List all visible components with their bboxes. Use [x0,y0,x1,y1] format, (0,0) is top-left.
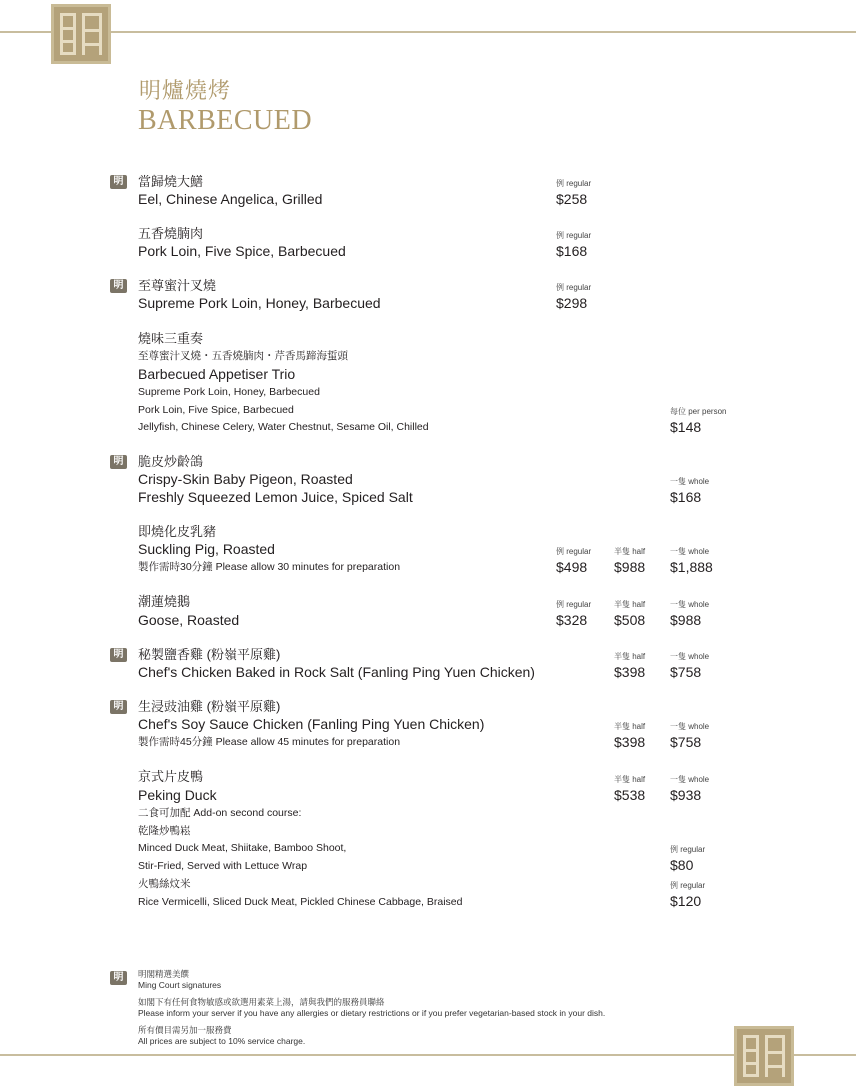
item-trio-line2: Pork Loin, Five Spice, Barbecued [138,404,294,416]
price: $398 [614,734,646,750]
signature-badge: 明 [110,648,127,662]
price: $148 [670,419,702,435]
ming-court-logo-top [51,4,111,64]
item-trio-zh: 燒味三重奏 [138,331,204,346]
item-trio-line1: Supreme Pork Loin, Honey, Barbecued [138,386,320,398]
item-peking-duck-opt1-en: Minced Duck Meat, Shiitake, Bamboo Shoot, [138,842,347,854]
item-trio-zh-sub: 至尊蜜汁叉燒・五香燒腩肉・芹香馬蹄海蜇頭 [138,350,348,362]
price: $328 [556,612,588,628]
signature-badge: 明 [110,175,127,189]
price: $508 [614,612,646,628]
item-peking-duck-zh: 京式片皮鴨 [138,769,204,784]
price: $498 [556,559,588,575]
price-label: 一隻 whole [670,600,710,609]
item-soy-chicken-en: Chef's Soy Sauce Chicken (Fanling Ping Yuen Chicken) [138,716,485,732]
price-label: 一隻 whole [670,477,710,486]
price-label: 例 regular [556,231,592,240]
price-label: 例 regular [556,283,592,292]
signature-badge-legend: 明 [110,971,127,985]
item-suckling-note: 製作需時30分鐘 Please allow 30 minutes for preparation [138,561,401,573]
price-label: 例 regular [556,547,592,556]
price: $168 [556,243,588,259]
footer-allergy-en: Please inform your server if you have any allergies or dietary restrictions or if you prefer vegetarian-based stock in your dish. [138,1008,606,1018]
footer-charge-en: All prices are subject to 10% service charge. [138,1036,306,1046]
signature-badge: 明 [110,455,127,469]
item-goose-zh: 潮蓮燒鵝 [138,594,191,609]
signature-badge: 明 [110,279,127,293]
price: $538 [614,787,646,803]
item-suckling-zh: 即燒化皮乳豬 [138,524,217,539]
price-label: 半隻 half [614,775,646,784]
bottom-rule [0,1054,856,1056]
price: $298 [556,295,588,311]
price-label: 一隻 whole [670,547,710,556]
price: $80 [670,857,694,873]
item-peking-duck-opt1-en2: Stir-Fried, Served with Lettuce Wrap [138,860,308,872]
item-pigeon-en2: Freshly Squeezed Lemon Juice, Spiced Salt [138,489,413,505]
price: $758 [670,664,702,680]
footer-allergy-zh: 如閣下有任何食物敏感或欲選用素菜上湯，請與我們的服務員聯絡 [138,997,385,1007]
footer-sig-zh: 明閣精選美饌 [138,969,190,979]
price: $758 [670,734,702,750]
price-label: 一隻 whole [670,652,710,661]
price-label: 半隻 half [614,722,646,731]
item-eel-en: Eel, Chinese Angelica, Grilled [138,191,323,207]
item-supreme-pork-zh: 至尊蜜汁叉燒 [138,278,217,293]
price-label: 半隻 half [614,600,646,609]
item-suckling-en: Suckling Pig, Roasted [138,541,275,557]
item-pork-loin-en: Pork Loin, Five Spice, Barbecued [138,243,346,259]
price-label: 例 regular [670,845,706,854]
item-peking-duck-opt2-zh: 火鴨絲炆米 [138,878,191,890]
price-label: 每位 per person [670,407,727,416]
item-trio-line3: Jellyfish, Chinese Celery, Water Chestnut, Sesame Oil, Chilled [138,421,429,433]
item-eel-zh: 當歸燒大鱔 [138,174,204,189]
item-goose-en: Goose, Roasted [138,612,240,628]
footer-charge-zh: 所有價目需另加一服務費 [138,1025,232,1035]
item-salt-chicken-zh: 秘製鹽香雞 (粉嶺平原雞) [138,647,281,662]
price: $938 [670,787,702,803]
price-label: 半隻 half [614,547,646,556]
item-peking-duck-opt2-en: Rice Vermicelli, Sliced Duck Meat, Pickled Chinese Cabbage, Braised [138,896,463,908]
price-label: 例 regular [670,881,706,890]
footer-sig-en: Ming Court signatures [138,980,222,990]
price-label: 例 regular [556,179,592,188]
item-supreme-pork-en: Supreme Pork Loin, Honey, Barbecued [138,295,381,311]
section-title-en: BARBECUED [138,105,313,136]
item-peking-duck-en: Peking Duck [138,787,217,803]
item-pigeon-en: Crispy-Skin Baby Pigeon, Roasted [138,471,353,487]
price: $168 [670,489,702,505]
price-label: 例 regular [556,600,592,609]
item-pork-loin-zh: 五香燒腩肉 [138,226,204,241]
item-soy-chicken-note: 製作需時45分鐘 Please allow 45 minutes for preparation [138,736,401,748]
ming-court-logo-bottom [734,1026,794,1086]
item-pigeon-zh: 脆皮炒齡鴿 [138,454,204,469]
section-title-zh: 明爐燒烤 [139,79,232,104]
price-label: 一隻 whole [670,722,710,731]
price: $1,888 [670,559,713,575]
price: $988 [614,559,646,575]
price: $120 [670,893,702,909]
item-soy-chicken-zh: 生浸豉油雞 (粉嶺平原雞) [138,699,281,714]
price-label: 半隻 half [614,652,646,661]
item-peking-duck-opt1-zh: 乾隆炒鴨崧 [138,825,191,837]
signature-badge: 明 [110,700,127,714]
top-rule [0,31,856,33]
price: $988 [670,612,702,628]
item-trio-en: Barbecued Appetiser Trio [138,366,296,382]
item-salt-chicken-en: Chef's Chicken Baked in Rock Salt (Fanling Ping Yuen Chicken) [138,664,535,680]
price-label: 一隻 whole [670,775,710,784]
price: $258 [556,191,588,207]
item-peking-duck-addon: 二食可加配 Add-on second course: [138,807,302,819]
price: $398 [614,664,646,680]
